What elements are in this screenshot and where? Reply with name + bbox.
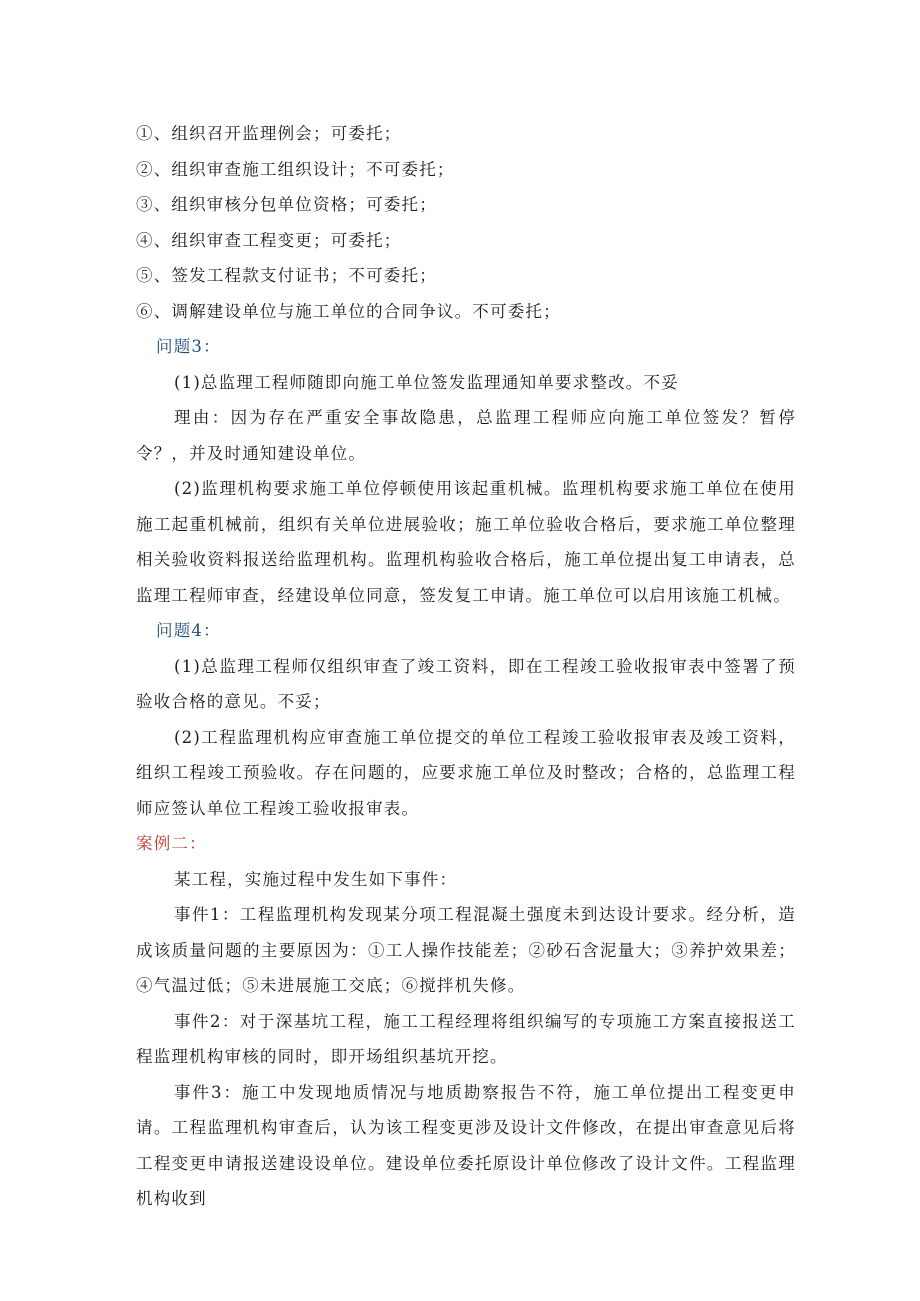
list-item: ③、组织审核分包单位资格；可委托；	[136, 195, 437, 214]
question-3-heading: 问题3：	[156, 337, 221, 356]
q3-paragraph-3: (2)监理机构要求施工单位停顿使用该起重机械。监理机构要求施工单位在使用施工起重机械前，组织有关单位进展验收；施工单位验收合格后，要求施工单位整理相关验收资料报送给监理机构。监理机构验收合格后，施工单位提出复工申请表，总监理工程师审查，经建设单位同意，签发复工申请。施工单位可以启用该施工机械。	[136, 479, 796, 605]
list-item: ①、组织召开监理例会；可委托；	[136, 124, 402, 143]
case2-intro: 某工程，实施过程中发生如下事件：	[174, 869, 458, 889]
q4-paragraph-2: (2)工程监理机构应审查施工单位提交的单位工程竣工验收报审表及竣工资料，组织工程竣工预验收。存在问题的，应要求施工单位及时整改；合格的，总监理工程师应签认单位工程竣工验收报审表。	[136, 727, 796, 818]
question-3-body	[136, 365, 820, 614]
q4-paragraph-1: (1)总监理工程师仅组织审查了竣工资料，即在工程竣工验收报审表中签署了预验收合格的意见。不妥；	[136, 656, 796, 711]
q3-paragraph-1: (1)总监理工程师随即向施工单位签发监理通知单要求整改。不妥	[174, 372, 679, 392]
case-2-heading: 案例二：	[136, 834, 207, 853]
case-2-body	[136, 862, 820, 1217]
delegation-list	[136, 116, 820, 329]
question-4-body	[136, 649, 820, 827]
list-item: ⑤、签发工程款支付证书；不可委托；	[136, 266, 437, 285]
question-4-heading: 问题4：	[156, 621, 221, 640]
list-item: ⑥、调解建设单位与施工单位的合同争议。不可委托；	[136, 301, 561, 321]
case2-event-1: 事件1：工程监理机构发现某分项工程混凝土强度未到达设计要求。经分析，造成该质量问题的主要原因为：①工人操作技能差；②砂石含泥量大；③养护效果差；④气温过低；⑤未进展施工交底；⑥搅拌机失修。	[136, 905, 796, 995]
list-item: ②、组织审查施工组织设计；不可委托；	[136, 159, 455, 179]
list-item: ④、组织审查工程变更；可委托；	[136, 230, 402, 250]
case2-event-2: 事件2：对于深基坑工程，施工工程经理将组织编写的专项施工方案直接报送工程监理机构审核的同时，即开场组织基坑开挖。	[136, 1011, 796, 1066]
case2-event-3: 事件3：施工中发现地质情况与地质勘察报告不符，施工单位提出工程变更申请。工程监理机构审查后，认为该工程变更涉及设计文件修改，在提出审查意见后将工程变更申请报送建设设单位。建设单位委托原设计单位修改了设计文件。工程监理机构收到	[136, 1082, 796, 1208]
q3-paragraph-2: 理由：因为存在严重安全事故隐患，总监理工程师应向施工单位签发？暂停令？，并及时通知建设单位。	[136, 408, 796, 463]
